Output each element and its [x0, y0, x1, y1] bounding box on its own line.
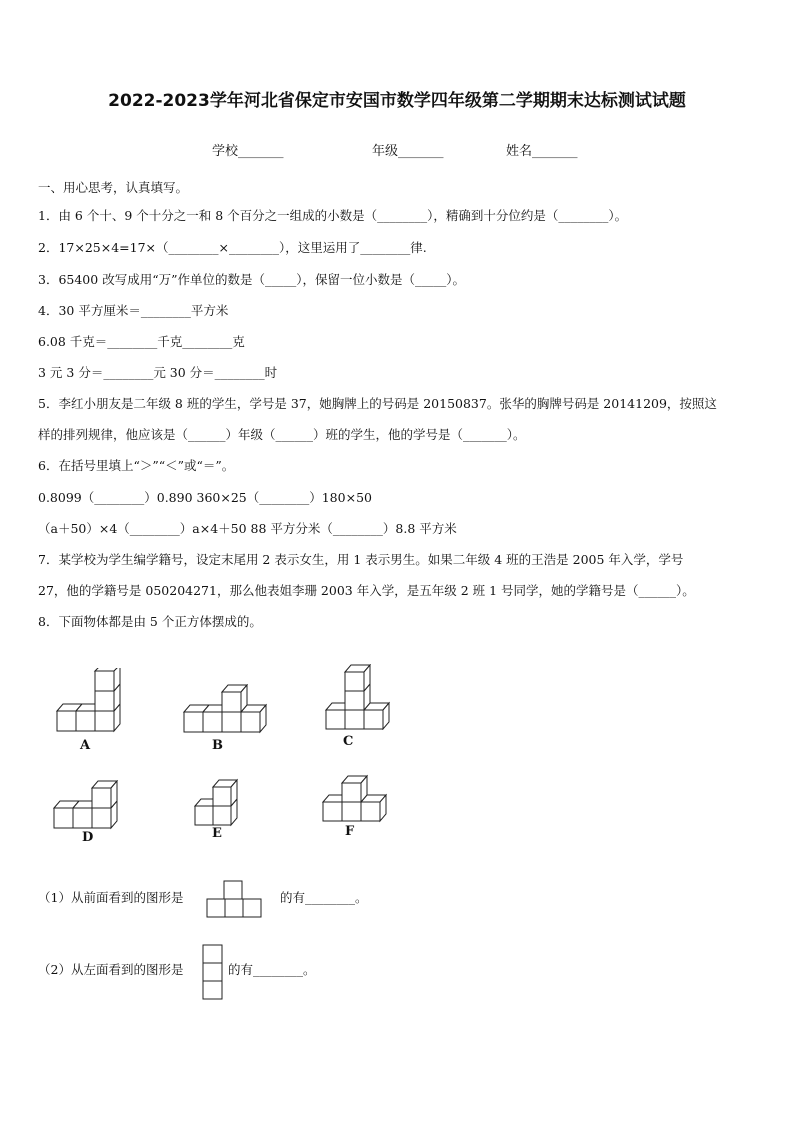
sub-question-1-prefix: （1）从前面看到的图形是: [38, 890, 184, 905]
question-6-row-2: （a＋50）×4（________）a×4＋50 88 平方分米（________）8.8 平方米: [38, 521, 457, 536]
left-view-shape: [202, 944, 224, 1000]
cube-figure-c: [324, 664, 394, 730]
cube-figure-e: [193, 772, 248, 828]
figure-label-d: D: [82, 830, 94, 845]
question-2: 2．17×25×4=17×（________×________），这里运用了________律.: [38, 240, 427, 255]
cube-figure-a: [55, 668, 130, 738]
grade-field: 年级_______: [372, 144, 444, 159]
front-view-shape: [206, 880, 264, 918]
question-4-part-3: 3 元 3 分＝________元 30 分＝________时: [38, 365, 278, 380]
question-1: 1．由 6 个十、9 个十分之一和 8 个百分之一组成的小数是（________），精确到十分位约是（________）。: [38, 208, 628, 223]
section-heading: 一、用心思考，认真填写。: [38, 180, 189, 195]
question-7-line-2: 27，他的学籍号是 050204271，那么他表姐李珊 2003 年入学，是五年级 2 班 1 号同学，她的学籍号是（______）。: [38, 583, 695, 598]
cube-figure-d: [52, 780, 127, 830]
sub-question-2-suffix: 的有________。: [228, 962, 316, 977]
cube-figure-f: [321, 772, 391, 824]
figure-label-b: B: [212, 738, 223, 753]
name-field: 姓名_______: [506, 144, 578, 159]
question-8: 8．下面物体都是由 5 个正方体摆成的。: [38, 614, 262, 629]
figure-label-f: F: [345, 824, 355, 839]
question-4-part-1: 4．30 平方厘米＝________平方米: [38, 303, 229, 318]
question-5-line-1: 5．李红小朋友是二年级 8 班的学生，学号是 37，她胸牌上的号码是 20150837。张华的胸牌号码是 20141209，按照这: [38, 396, 717, 411]
question-5-line-2: 样的排列规律，他应该是（______）年级（______）班的学生，他的学号是（_______）。: [38, 427, 526, 442]
school-field: 学校_______: [212, 144, 284, 159]
question-6-row-1: 0.8099（________）0.890 360×25（________）180×50: [38, 490, 372, 505]
question-3: 3．65400 改写成用“万”作单位的数是（_____），保留一位小数是（_____）。: [38, 272, 465, 287]
sub-question-1-suffix: 的有________。: [280, 890, 368, 905]
figure-label-a: A: [80, 738, 91, 753]
page-title: 2022-2023学年河北省保定市安国市数学四年级第二学期期末达标测试试题: [108, 91, 686, 111]
sub-question-2-prefix: （2）从左面看到的图形是: [38, 962, 184, 977]
cube-figure-b: [182, 684, 272, 734]
question-7-line-1: 7．某学校为学生编学籍号，设定末尾用 2 表示女生，用 1 表示男生。如果二年级 4 班的王浩是 2005 年入学，学号: [38, 552, 684, 567]
figure-label-c: C: [343, 734, 354, 749]
figure-label-e: E: [212, 826, 222, 841]
question-4-part-2: 6.08 千克＝________千克________克: [38, 334, 245, 349]
question-6: 6．在括号里填上“＞”“＜”或“＝”。: [38, 458, 235, 473]
